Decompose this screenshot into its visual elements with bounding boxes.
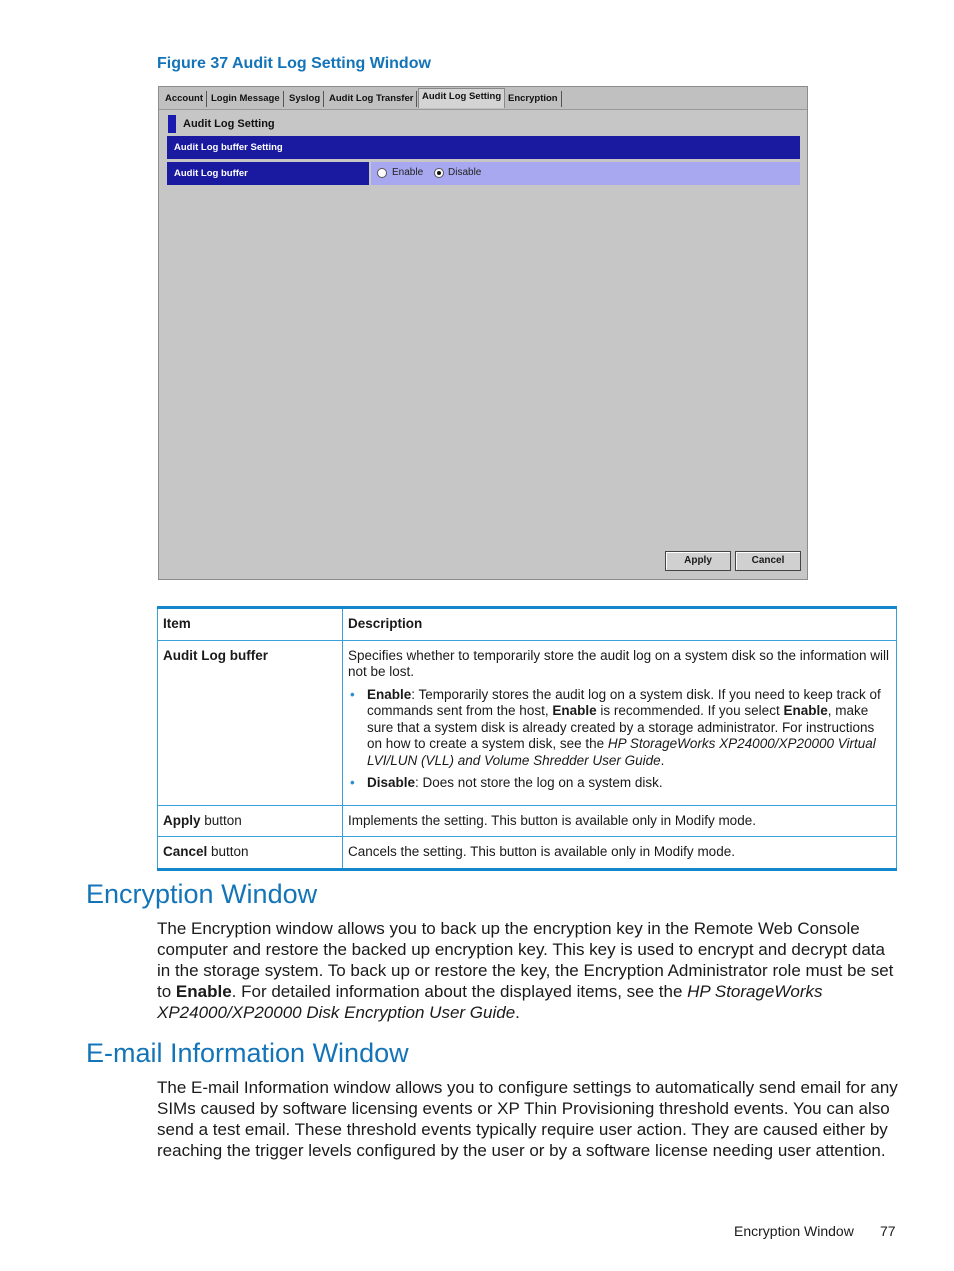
tab-bar [159,87,807,110]
list-item: • Disable: Does not store the log on a system disk. [367,775,891,792]
audit-log-setting-window [158,86,808,580]
tab-login-message[interactable]: Login Message [208,91,284,107]
enable-label: Enable [392,167,424,178]
description-table [157,606,897,871]
row-label: Audit Log buffer [167,162,369,185]
cancel-button[interactable]: Cancel [735,551,801,571]
section-header: Audit Log buffer Setting [167,136,800,159]
figure-caption: Figure 37 Audit Log Setting Window [157,55,431,72]
email-paragraph: The E-mail Information window allows you to configure settings to automatically send email for any SIMs caused by software licensing events or XP Thin Provisioning threshold events. You can also send a test email. These threshold events typically require user action. They are caused either by reaching the trigger levels configured by the user or by a software license needing user attention. [157,1078,898,1160]
encryption-heading: Encryption Window [86,879,318,909]
tab-account[interactable]: Account [162,91,207,107]
email-heading: E-mail Information Window [86,1038,409,1068]
tab-audit-log-transfer[interactable]: Audit Log Transfer [326,91,417,107]
apply-button[interactable]: Apply [665,551,731,571]
footer-section-title: Encryption Window [734,1223,854,1239]
panel-title: Audit Log Setting [183,118,275,130]
option-row [371,162,800,185]
header-item: Item [158,608,343,641]
disable-radio[interactable] [434,168,444,178]
header-description: Description [343,608,897,641]
cancel-description: Cancels the setting. This button is available only in Modify mode. [343,837,897,870]
row1-intro: Specifies whether to temporarily store the audit log on a system disk so the information will not be lost. [348,647,890,679]
page-number: 77 [880,1223,896,1239]
item-audit-log-buffer: Audit Log buffer [163,647,268,663]
disable-label: Disable [448,167,482,178]
apply-description: Implements the setting. This button is available only in Modify mode. [343,805,897,837]
tab-encryption[interactable]: Encryption [505,91,562,107]
panel-marker [168,115,176,133]
tab-syslog[interactable]: Syslog [286,91,324,107]
table-row: Apply button Implements the setting. This button is available only in Modify mode. [158,805,897,837]
table-row: Cancel button Cancels the setting. This button is available only in Modify mode. [158,837,897,870]
encryption-paragraph: The Encryption window allows you to back up the encryption key in the Remote Web Console computer and restore the backed up encryption key. This key is used to encrypt and decrypt data in the storage system. To back up or restore the key, the Encryption Administrator role must be set to Enable. For detailed information about the displayed items, see the HP StorageWorks XP24000/XP20000 Disk Encryption User Guide. [157,919,894,1022]
enable-radio[interactable] [377,168,387,178]
tab-audit-log-setting[interactable]: Audit Log Setting [418,88,505,108]
list-item: • Enable: Temporarily stores the audit log on a system disk. If you need to keep track of commands sent from the host, Enable is recommended. If you select Enable, make sure that a system disk is already created by a storage administrator. For instructions on how to create a system disk, see the HP StorageWorks XP24000/XP20000 Virtual LVI/LUN (VLL) and Volume Shredder User Guide. [367,687,891,770]
table-row [158,640,897,805]
